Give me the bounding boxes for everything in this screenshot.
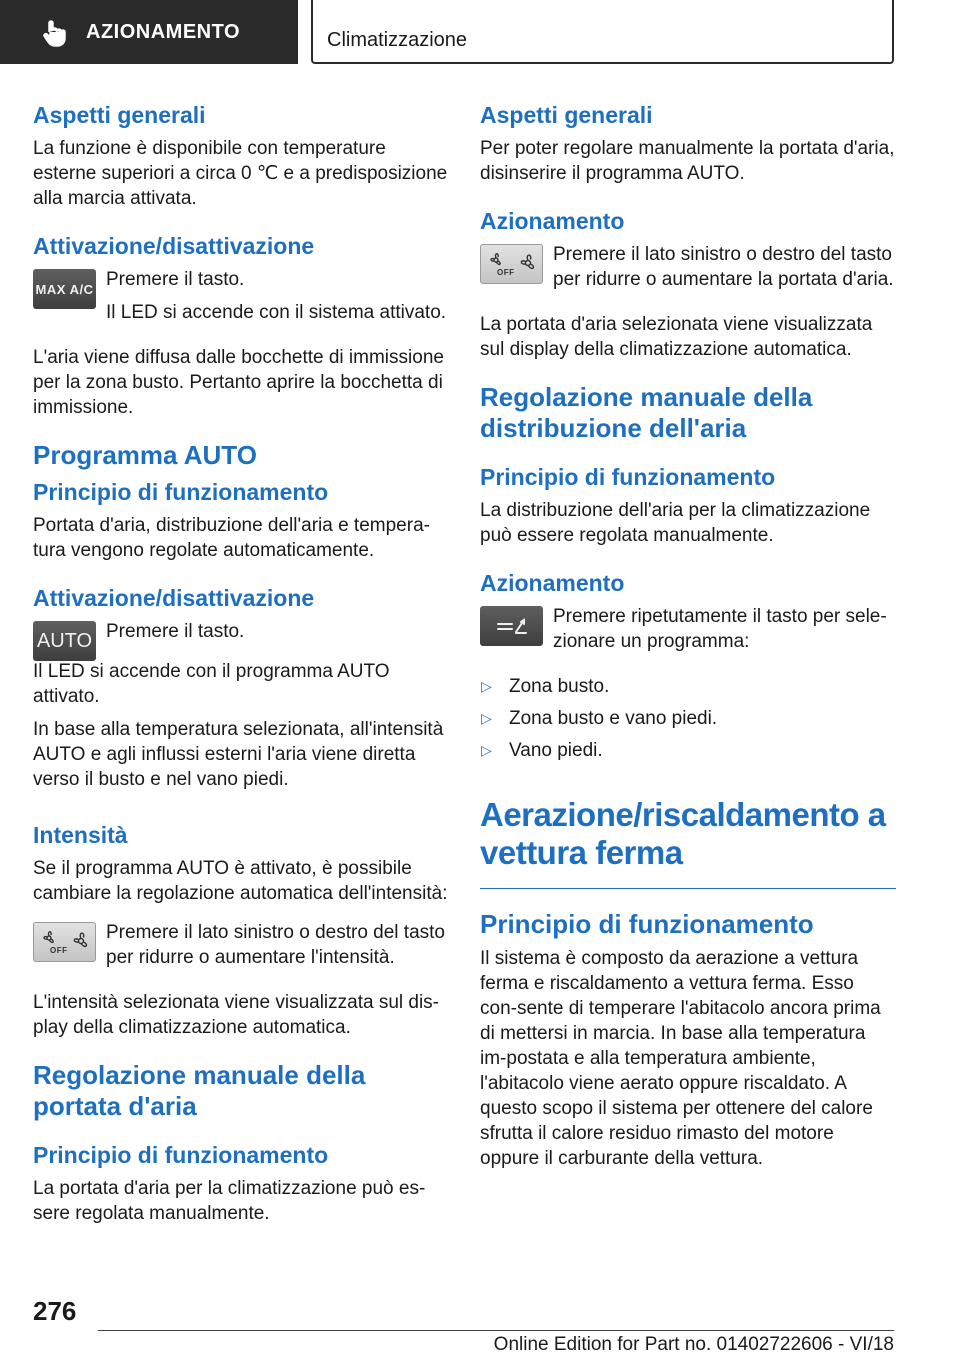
button-instruction bbox=[33, 619, 449, 661]
chapter-title: AZIONAMENTO bbox=[86, 21, 241, 43]
heading-principio: Principio di funzionamento bbox=[480, 464, 776, 490]
footer-divider bbox=[98, 1330, 894, 1331]
chapter-tab[interactable] bbox=[0, 0, 298, 64]
heading-programma-auto: Programma AUTO bbox=[33, 440, 257, 470]
heading-principio: Principio di funzionamento bbox=[33, 1142, 329, 1168]
paragraph: La portata d'aria per la climatizzazione può es-sere regolata manualmente. bbox=[33, 1178, 426, 1224]
paragraph: Premere il tasto. bbox=[106, 269, 245, 290]
paragraph: Il LED si accende con il sistema attivato. bbox=[106, 302, 447, 323]
button-instruction bbox=[480, 242, 896, 292]
heading-principio: Principio di funzionamento bbox=[33, 479, 329, 505]
right-column bbox=[480, 100, 896, 1171]
paragraph: L'intensità selezionata viene visualizzata sul dis-play della climatizzazione automatica. bbox=[33, 992, 440, 1038]
fan-button-icon bbox=[33, 922, 96, 962]
paragraph: Premere ripetutamente il tasto per sele-zionare un programma: bbox=[553, 606, 887, 652]
heading-regolazione-distribuzione: Regolazione manuale della distribuzione dell'aria bbox=[480, 382, 813, 443]
paragraph: Per poter regolare manualmente la portata d'aria, disinserire il programma AUTO. bbox=[480, 138, 895, 184]
list-item: ▷ Zona busto e vano piedi. bbox=[481, 708, 718, 729]
fan-icon bbox=[484, 249, 540, 279]
svg-text:OFF: OFF bbox=[496, 268, 514, 277]
page-number: 276 bbox=[33, 1296, 77, 1326]
heading-attivazione: Attivazione/disattivazione bbox=[33, 585, 315, 611]
paragraph: Portata d'aria, distribuzione dell'aria e tempera-tura vengono regolate automaticamente. bbox=[33, 515, 430, 561]
heading-azionamento: Azionamento bbox=[480, 570, 625, 596]
paragraph: L'aria viene diffusa dalle bocchette di immissione per la zona busto. Pertanto aprire la bocchetta di immissione. bbox=[33, 347, 444, 418]
hand-pointer-icon bbox=[40, 18, 70, 48]
section-title: Climatizzazione bbox=[327, 29, 468, 51]
paragraph: In base alla temperatura selezionata, all'intensità AUTO e agli influssi esterni l'aria viene diretta verso il busto e nel vano piedi. bbox=[33, 719, 444, 790]
heading-aerazione: Aerazione/riscaldamento a vettura ferma bbox=[480, 796, 886, 871]
list-item: ▷ Zona busto. bbox=[481, 676, 610, 697]
button-instruction bbox=[480, 604, 896, 654]
paragraph: Se il programma AUTO è attivato, è possibile cambiare la regolazione automatica dell'intensità: bbox=[33, 858, 448, 904]
heading-aspetti-generali: Aspetti generali bbox=[33, 102, 206, 128]
heading-attivazione: Attivazione/disattivazione bbox=[33, 233, 315, 259]
fan-button-icon bbox=[480, 244, 543, 284]
heading-principio: Principio di funzionamento bbox=[480, 909, 814, 939]
triangle-bullet-icon: ▷ bbox=[481, 678, 492, 694]
heading-intensita: Intensità bbox=[33, 822, 128, 848]
fan-icon bbox=[37, 927, 93, 957]
heading-regolazione-portata: Regolazione manuale della portata d'aria bbox=[33, 1060, 366, 1121]
list-item: ▷ Vano piedi. bbox=[481, 740, 603, 761]
paragraph: La funzione è disponibile con temperature esterne superiori a circa 0 ℃ e a predisposizione alla marcia attivata. bbox=[33, 138, 448, 209]
button-instruction bbox=[33, 920, 449, 970]
max-ac-button-icon: MAX A/C bbox=[33, 269, 96, 309]
paragraph: Premere il lato sinistro o destro del tasto per ridurre o aumentare la portata d'aria. bbox=[553, 244, 894, 290]
paragraph: Il LED si accende con il programma AUTO attivato. bbox=[33, 661, 390, 707]
air-distribution-icon bbox=[492, 614, 532, 638]
paragraph: Premere il lato sinistro o destro del tasto per ridurre o aumentare l'intensità. bbox=[106, 922, 445, 968]
button-instruction bbox=[33, 267, 449, 325]
paragraph: Premere il tasto. bbox=[106, 621, 245, 642]
heading-azionamento: Azionamento bbox=[480, 208, 625, 234]
left-column bbox=[33, 100, 449, 1226]
program-list bbox=[480, 674, 896, 763]
footer-edition: Online Edition for Part no. 01402722606 - VI/18 bbox=[493, 1334, 894, 1355]
svg-text:OFF: OFF bbox=[49, 946, 67, 955]
heading-aspetti-generali: Aspetti generali bbox=[480, 102, 653, 128]
air-distribution-button-icon bbox=[480, 606, 543, 646]
paragraph: La distribuzione dell'aria per la climatizzazione può essere regolata manualmente. bbox=[480, 500, 871, 546]
heading-divider bbox=[480, 888, 896, 889]
section-header bbox=[311, 0, 894, 64]
paragraph: La portata d'aria selezionata viene visualizzata sul display della climatizzazione automatica. bbox=[480, 314, 873, 360]
triangle-bullet-icon: ▷ bbox=[481, 742, 492, 758]
paragraph: Il sistema è composto da aerazione a vettura ferma e riscaldamento a vettura ferma. Esso con-sente di temperare l'abitacolo ancora prima di mettersi in marcia. In base alla temperatura im-postata e alla temperatura ambiente, l'abitacolo viene aerato oppure riscaldato. A questo scopo il sistema per ottenere del calore sfrutta il calore residuo rimasto del motore oppure il carburante della vettura. bbox=[480, 948, 881, 1169]
auto-button-icon: AUTO bbox=[33, 621, 96, 661]
triangle-bullet-icon: ▷ bbox=[481, 710, 492, 726]
